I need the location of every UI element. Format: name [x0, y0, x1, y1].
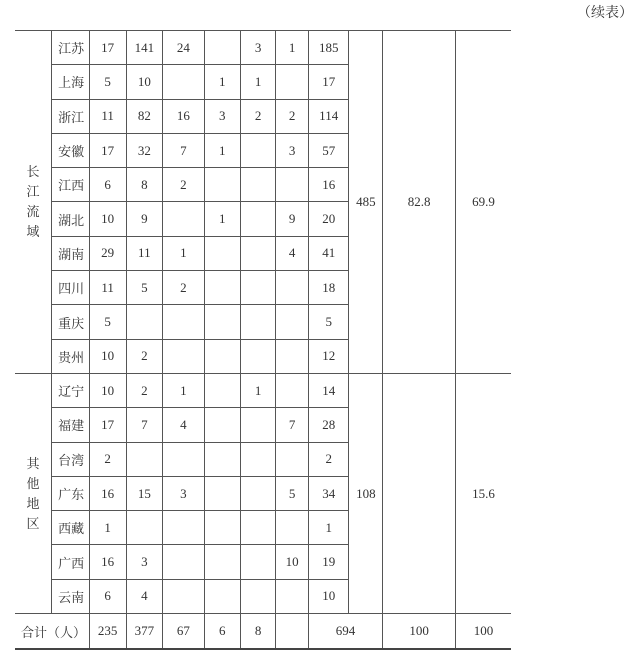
value-cell	[163, 442, 204, 476]
region-percent-a	[383, 373, 456, 613]
value-cell: 12	[308, 339, 349, 373]
value-cell: 2	[126, 339, 163, 373]
value-cell	[204, 236, 240, 270]
value-cell	[204, 408, 240, 442]
value-cell: 17	[89, 408, 126, 442]
value-cell: 7	[276, 408, 309, 442]
value-cell: 1	[89, 511, 126, 545]
region-percent-b: 15.6	[456, 373, 511, 613]
value-cell	[163, 579, 204, 613]
value-cell: 10	[89, 373, 126, 407]
table-row	[15, 373, 511, 407]
value-cell: 1	[163, 236, 204, 270]
total-percent-a: 100	[383, 614, 456, 650]
total-row	[15, 614, 511, 650]
value-cell: 2	[240, 99, 275, 133]
total-value: 6	[204, 614, 240, 650]
value-cell: 10	[308, 579, 349, 613]
value-cell: 5	[276, 476, 309, 510]
province-name: 西藏	[52, 511, 90, 545]
total-label: 合计（人）	[15, 614, 89, 650]
total-value: 377	[126, 614, 163, 650]
value-cell: 16	[89, 545, 126, 579]
value-cell: 15	[126, 476, 163, 510]
value-cell	[126, 511, 163, 545]
province-name: 安徽	[52, 133, 90, 167]
province-name: 广东	[52, 476, 90, 510]
province-name: 辽宁	[52, 373, 90, 407]
value-cell: 10	[89, 339, 126, 373]
value-cell: 32	[126, 133, 163, 167]
province-name: 福建	[52, 408, 90, 442]
value-cell	[276, 511, 309, 545]
value-cell: 2	[89, 442, 126, 476]
value-cell: 2	[163, 168, 204, 202]
value-cell	[276, 271, 309, 305]
value-cell: 1	[204, 202, 240, 236]
value-cell: 3	[126, 545, 163, 579]
value-cell	[204, 579, 240, 613]
value-cell	[276, 65, 309, 99]
value-cell	[240, 545, 275, 579]
value-cell	[204, 442, 240, 476]
value-cell: 9	[276, 202, 309, 236]
province-name: 江苏	[52, 31, 90, 65]
value-cell: 7	[126, 408, 163, 442]
region-name: 长江流域	[26, 163, 40, 239]
region-percent-a: 82.8	[383, 31, 456, 374]
value-cell: 3	[163, 476, 204, 510]
value-cell	[204, 545, 240, 579]
value-cell: 17	[308, 65, 349, 99]
province-name: 贵州	[52, 339, 90, 373]
grand-total: 694	[308, 614, 382, 650]
province-name: 台湾	[52, 442, 90, 476]
value-cell: 3	[240, 31, 275, 65]
value-cell	[240, 305, 275, 339]
value-cell	[163, 339, 204, 373]
value-cell	[276, 339, 309, 373]
value-cell: 6	[89, 168, 126, 202]
value-cell: 1	[308, 511, 349, 545]
region-total: 108	[349, 373, 383, 613]
total-value	[276, 614, 309, 650]
province-name: 浙江	[52, 99, 90, 133]
value-cell: 34	[308, 476, 349, 510]
value-cell	[163, 545, 204, 579]
value-cell: 11	[89, 99, 126, 133]
value-cell: 16	[308, 168, 349, 202]
value-cell	[276, 373, 309, 407]
value-cell: 29	[89, 236, 126, 270]
value-cell	[276, 442, 309, 476]
value-cell: 5	[89, 305, 126, 339]
value-cell: 16	[89, 476, 126, 510]
value-cell: 1	[204, 133, 240, 167]
value-cell	[204, 476, 240, 510]
value-cell	[204, 339, 240, 373]
value-cell: 11	[89, 271, 126, 305]
value-cell	[240, 442, 275, 476]
total-value: 67	[163, 614, 204, 650]
value-cell	[240, 339, 275, 373]
value-cell	[240, 271, 275, 305]
value-cell	[163, 65, 204, 99]
value-cell	[240, 408, 275, 442]
value-cell: 9	[126, 202, 163, 236]
value-cell: 19	[308, 545, 349, 579]
value-cell	[276, 168, 309, 202]
region-total: 485	[349, 31, 383, 374]
region-name: 其他地区	[26, 455, 40, 531]
value-cell: 1	[204, 65, 240, 99]
total-value: 8	[240, 614, 275, 650]
value-cell: 28	[308, 408, 349, 442]
province-name: 上海	[52, 65, 90, 99]
value-cell: 2	[308, 442, 349, 476]
value-cell	[240, 168, 275, 202]
value-cell: 4	[276, 236, 309, 270]
value-cell	[163, 202, 204, 236]
value-cell: 4	[126, 579, 163, 613]
value-cell: 20	[308, 202, 349, 236]
value-cell	[204, 31, 240, 65]
value-cell: 2	[126, 373, 163, 407]
value-cell: 2	[163, 271, 204, 305]
value-cell: 4	[163, 408, 204, 442]
value-cell: 17	[89, 31, 126, 65]
value-cell	[126, 305, 163, 339]
value-cell	[240, 133, 275, 167]
value-cell	[240, 236, 275, 270]
province-name: 重庆	[52, 305, 90, 339]
province-name: 江西	[52, 168, 90, 202]
value-cell: 5	[308, 305, 349, 339]
value-cell	[204, 511, 240, 545]
province-name: 云南	[52, 579, 90, 613]
province-name: 湖北	[52, 202, 90, 236]
value-cell: 1	[163, 373, 204, 407]
value-cell	[204, 373, 240, 407]
value-cell: 24	[163, 31, 204, 65]
table-row	[15, 31, 511, 65]
value-cell: 16	[163, 99, 204, 133]
value-cell	[240, 579, 275, 613]
value-cell: 5	[89, 65, 126, 99]
value-cell: 185	[308, 31, 349, 65]
table-continued-caption: （续表）	[577, 5, 633, 21]
region-percent-b: 69.9	[456, 31, 511, 374]
province-name: 广西	[52, 545, 90, 579]
value-cell: 6	[89, 579, 126, 613]
value-cell	[240, 511, 275, 545]
value-cell: 57	[308, 133, 349, 167]
value-cell: 7	[163, 133, 204, 167]
value-cell: 82	[126, 99, 163, 133]
total-percent-b: 100	[456, 614, 511, 650]
total-value: 235	[89, 614, 126, 650]
value-cell: 1	[240, 373, 275, 407]
value-cell: 10	[276, 545, 309, 579]
value-cell: 18	[308, 271, 349, 305]
value-cell: 8	[126, 168, 163, 202]
value-cell	[240, 202, 275, 236]
region-label	[15, 373, 52, 613]
value-cell: 41	[308, 236, 349, 270]
value-cell: 17	[89, 133, 126, 167]
value-cell	[204, 271, 240, 305]
value-cell: 114	[308, 99, 349, 133]
value-cell: 2	[276, 99, 309, 133]
region-label	[15, 31, 52, 374]
province-name: 四川	[52, 271, 90, 305]
value-cell: 141	[126, 31, 163, 65]
value-cell	[204, 305, 240, 339]
value-cell	[276, 305, 309, 339]
value-cell	[276, 579, 309, 613]
value-cell	[163, 305, 204, 339]
value-cell: 1	[276, 31, 309, 65]
province-name: 湖南	[52, 236, 90, 270]
statistics-table	[15, 30, 511, 650]
value-cell: 5	[126, 271, 163, 305]
value-cell: 3	[204, 99, 240, 133]
value-cell: 10	[89, 202, 126, 236]
value-cell: 10	[126, 65, 163, 99]
value-cell	[240, 476, 275, 510]
value-cell: 3	[276, 133, 309, 167]
value-cell	[163, 511, 204, 545]
value-cell	[204, 168, 240, 202]
value-cell: 11	[126, 236, 163, 270]
value-cell	[126, 442, 163, 476]
value-cell: 14	[308, 373, 349, 407]
value-cell: 1	[240, 65, 275, 99]
